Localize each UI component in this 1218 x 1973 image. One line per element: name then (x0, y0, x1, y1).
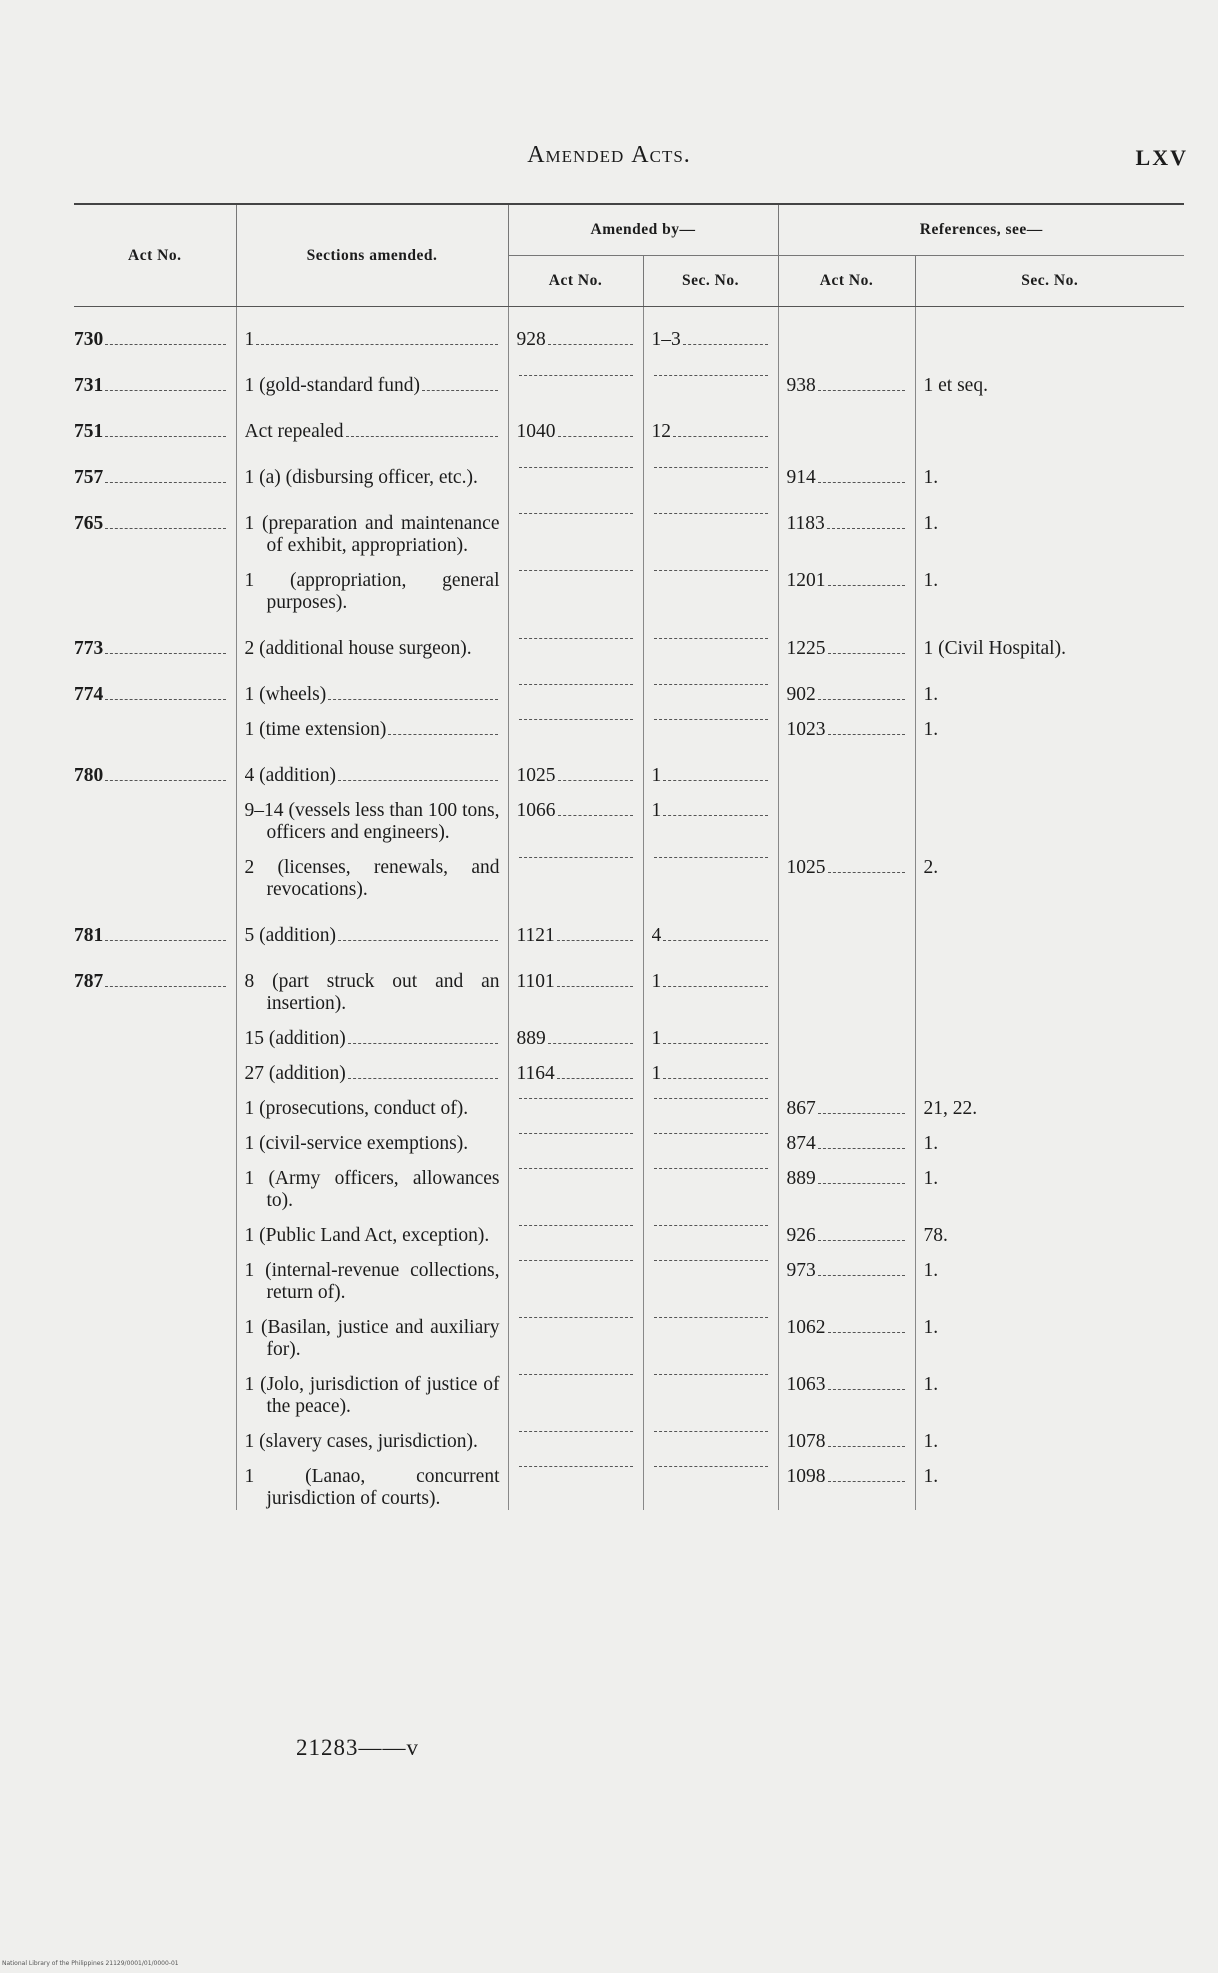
reference-sec (915, 901, 1184, 947)
amended-by-act (508, 660, 643, 706)
reference-act (778, 307, 915, 352)
section-amended-text: 1 (internal-revenue collections, return of). (244, 1260, 500, 1303)
section-amended (236, 614, 508, 660)
act-number-value: 765 (74, 513, 104, 534)
reference-act (778, 1085, 915, 1120)
amended-by-sec-value: 1 (651, 971, 662, 992)
amended-by-act (508, 1453, 643, 1510)
header-sections-amended: Sections amended. (236, 204, 508, 307)
header-references: References, see— (778, 204, 1184, 256)
section-amended (236, 901, 508, 947)
reference-act (778, 706, 915, 741)
reference-sec-value: 1. (923, 1133, 939, 1154)
act-number (74, 397, 236, 443)
reference-sec-value: 1. (923, 1317, 939, 1338)
reference-sec (915, 1015, 1184, 1050)
amended-by-act-value: 1040 (516, 421, 556, 442)
reference-act (778, 1212, 915, 1247)
section-amended-text: 1 (a) (disbursing officer, etc.). (244, 467, 478, 488)
reference-sec-value: 1. (923, 684, 939, 705)
reference-sec (915, 1050, 1184, 1085)
reference-sec (915, 397, 1184, 443)
table-row (74, 1085, 1184, 1120)
table-row (74, 1453, 1184, 1510)
amended-by-sec (643, 1304, 778, 1361)
reference-act-value: 1025 (786, 857, 826, 878)
amended-by-act (508, 1247, 643, 1304)
reference-act (778, 489, 915, 557)
reference-sec (915, 1120, 1184, 1155)
reference-act-value: 1063 (786, 1374, 826, 1395)
table-row (74, 1120, 1184, 1155)
amended-by-act-value: 1025 (516, 765, 556, 786)
amended-by-act-value: 1101 (516, 971, 555, 992)
section-amended-text: 1 (time extension) (244, 719, 387, 740)
amended-by-act (508, 1155, 643, 1212)
reference-act-value: 874 (786, 1133, 816, 1154)
amended-by-sec (643, 741, 778, 787)
section-amended-text: 1 (slavery cases, jurisdiction). (244, 1431, 478, 1452)
amended-by-act (508, 1418, 643, 1453)
table-row (74, 741, 1184, 787)
act-number (74, 1247, 236, 1304)
reference-sec-value: 1. (923, 719, 939, 740)
reference-sec-value: 1. (923, 1374, 939, 1395)
reference-act (778, 1418, 915, 1453)
table-row (74, 614, 1184, 660)
section-amended (236, 1120, 508, 1155)
reference-act-value: 938 (786, 375, 816, 396)
section-amended (236, 557, 508, 614)
table-row (74, 1361, 1184, 1418)
page-number: LXV (1135, 145, 1188, 170)
reference-sec (915, 1304, 1184, 1361)
reference-act-value: 926 (786, 1225, 816, 1246)
section-amended (236, 1304, 508, 1361)
amended-by-act-value: 1164 (516, 1063, 555, 1084)
act-number-value: 773 (74, 638, 104, 659)
amended-by-sec (643, 307, 778, 352)
table-row (74, 1418, 1184, 1453)
header-amended-sec-no: Sec. No. (643, 256, 778, 307)
section-amended-text: 1 (appropriation, general purposes). (244, 570, 500, 613)
act-number (74, 1361, 236, 1418)
table-row (74, 787, 1184, 844)
section-amended (236, 1050, 508, 1085)
amended-by-act (508, 1120, 643, 1155)
reference-act (778, 1015, 915, 1050)
act-number (74, 1155, 236, 1212)
reference-act (778, 1304, 915, 1361)
section-amended-text: 1 (244, 329, 255, 350)
amended-by-act-value: 889 (516, 1028, 546, 1049)
act-number (74, 1085, 236, 1120)
act-number-value: 787 (74, 971, 104, 992)
section-amended-text: 4 (addition) (244, 765, 337, 786)
amended-by-act (508, 844, 643, 901)
amended-by-sec-value: 1 (651, 1028, 662, 1049)
act-number (74, 1015, 236, 1050)
act-number (74, 706, 236, 741)
amended-by-sec-value: 1 (651, 765, 662, 786)
reference-act-value: 1183 (786, 513, 825, 534)
table-row (74, 1015, 1184, 1050)
section-amended-text: 9–14 (vessels less than 100 tons, officers and engineers). (244, 800, 500, 843)
amended-acts-table (74, 203, 1184, 1510)
reference-sec (915, 1418, 1184, 1453)
amended-by-sec (643, 787, 778, 844)
act-number-value: 730 (74, 329, 104, 350)
reference-sec (915, 557, 1184, 614)
amended-by-act (508, 1050, 643, 1085)
amended-by-act-value: 1066 (516, 800, 556, 821)
act-number (74, 1453, 236, 1510)
reference-sec (915, 1155, 1184, 1212)
amended-by-sec (643, 557, 778, 614)
amended-by-sec (643, 1247, 778, 1304)
act-number (74, 351, 236, 397)
act-number (74, 1050, 236, 1085)
reference-act (778, 660, 915, 706)
reference-act-value: 889 (786, 1168, 816, 1189)
amended-by-sec (643, 443, 778, 489)
amended-by-sec (643, 397, 778, 443)
reference-act (778, 844, 915, 901)
page-heading: Amended Acts. (527, 142, 691, 168)
act-number (74, 557, 236, 614)
amended-by-act (508, 307, 643, 352)
section-amended (236, 307, 508, 352)
amended-by-act (508, 1212, 643, 1247)
section-amended (236, 1418, 508, 1453)
reference-sec (915, 706, 1184, 741)
table-row (74, 1155, 1184, 1212)
amended-by-sec (643, 1418, 778, 1453)
section-amended-text: 1 (Basilan, justice and auxiliary for). (244, 1317, 500, 1360)
table-row (74, 397, 1184, 443)
table-row (74, 1247, 1184, 1304)
reference-act (778, 787, 915, 844)
amended-by-sec (643, 1453, 778, 1510)
reference-sec-value: 78. (923, 1225, 948, 1246)
reference-sec (915, 741, 1184, 787)
reference-act (778, 557, 915, 614)
act-number (74, 614, 236, 660)
amended-by-sec-value: 1 (651, 800, 662, 821)
reference-sec (915, 1361, 1184, 1418)
reference-act (778, 614, 915, 660)
section-amended (236, 741, 508, 787)
table-row (74, 901, 1184, 947)
act-number (74, 1418, 236, 1453)
amended-by-act-value: 928 (516, 329, 546, 350)
amended-by-sec-value: 1 (651, 1063, 662, 1084)
section-amended-text: 1 (wheels) (244, 684, 327, 705)
reference-act (778, 351, 915, 397)
act-number (74, 844, 236, 901)
reference-act (778, 901, 915, 947)
reference-sec (915, 307, 1184, 352)
reference-sec (915, 489, 1184, 557)
amended-by-sec-value: 12 (651, 421, 671, 442)
section-amended-text: 1 (Public Land Act, exception). (244, 1225, 490, 1246)
amended-by-sec (643, 614, 778, 660)
section-amended-text: 8 (part struck out and an insertion). (244, 971, 500, 1014)
amended-by-sec (643, 1050, 778, 1085)
act-number (74, 307, 236, 352)
act-number (74, 489, 236, 557)
reference-act-value: 902 (786, 684, 816, 705)
signature-mark: 21283——v (296, 1735, 419, 1760)
section-amended (236, 443, 508, 489)
section-amended-text: 2 (licenses, renewals, and revocations). (244, 857, 500, 900)
section-amended (236, 706, 508, 741)
reference-sec (915, 614, 1184, 660)
reference-act-value: 1023 (786, 719, 826, 740)
amended-by-sec (643, 1015, 778, 1050)
table-row (74, 351, 1184, 397)
act-number (74, 741, 236, 787)
act-number (74, 901, 236, 947)
amended-by-sec (643, 1361, 778, 1418)
reference-sec (915, 1247, 1184, 1304)
reference-act-value: 1078 (786, 1431, 826, 1452)
section-amended-text: 5 (addition) (244, 925, 337, 946)
act-number-value: 731 (74, 375, 104, 396)
section-amended (236, 844, 508, 901)
reference-act-value: 1062 (786, 1317, 826, 1338)
amended-by-sec (643, 489, 778, 557)
section-amended (236, 1015, 508, 1050)
amended-by-act-value: 1121 (516, 925, 555, 946)
act-number-value: 780 (74, 765, 104, 786)
table-row (74, 947, 1184, 1015)
reference-act-value: 1098 (786, 1466, 826, 1487)
act-number-value: 774 (74, 684, 104, 705)
reference-act-value: 1201 (786, 570, 826, 591)
amended-by-sec (643, 1120, 778, 1155)
section-amended-text: 2 (additional house surgeon). (244, 638, 472, 659)
section-amended-text: 1 (civil-service exemptions). (244, 1133, 469, 1154)
amended-by-act (508, 1361, 643, 1418)
reference-act (778, 443, 915, 489)
table-row (74, 557, 1184, 614)
table-row (74, 706, 1184, 741)
act-number (74, 947, 236, 1015)
reference-sec-value: 1 et seq. (923, 375, 988, 396)
reference-sec-value: 1. (923, 570, 939, 591)
amended-by-sec (643, 947, 778, 1015)
amended-by-act (508, 351, 643, 397)
amended-by-act (508, 614, 643, 660)
section-amended (236, 489, 508, 557)
act-number (74, 787, 236, 844)
amended-by-sec (643, 1212, 778, 1247)
amended-by-act (508, 741, 643, 787)
reference-sec-value: 1. (923, 1431, 939, 1452)
section-amended (236, 787, 508, 844)
amended-by-sec (643, 1155, 778, 1212)
amended-by-sec (643, 1085, 778, 1120)
section-amended (236, 660, 508, 706)
amended-by-act (508, 443, 643, 489)
scan-imprint: National Library of the Philippines 21129/0001/01/0000-01 (2, 1960, 179, 1967)
section-amended (236, 1212, 508, 1247)
reference-sec-value: 2. (923, 857, 939, 878)
table-row (74, 844, 1184, 901)
amended-by-sec (643, 844, 778, 901)
table-row (74, 443, 1184, 489)
reference-sec (915, 787, 1184, 844)
reference-act (778, 1120, 915, 1155)
amended-by-act (508, 901, 643, 947)
table-body (74, 307, 1184, 1511)
reference-sec (915, 947, 1184, 1015)
act-number (74, 1212, 236, 1247)
section-amended-text: 27 (addition) (244, 1063, 346, 1084)
section-amended-text: 1 (Lanao, concurrent jurisdiction of courts). (244, 1466, 500, 1509)
reference-sec-value: 1. (923, 513, 939, 534)
section-amended (236, 1361, 508, 1418)
reference-sec-value: 1. (923, 467, 939, 488)
section-amended-text: 15 (addition) (244, 1028, 346, 1049)
table-row (74, 489, 1184, 557)
amended-by-act (508, 397, 643, 443)
section-amended-text: 1 (prosecutions, conduct of). (244, 1098, 469, 1119)
reference-act (778, 1453, 915, 1510)
amended-by-sec (643, 351, 778, 397)
reference-act (778, 741, 915, 787)
amended-by-act (508, 1015, 643, 1050)
table-row (74, 307, 1184, 352)
act-number (74, 443, 236, 489)
section-amended (236, 351, 508, 397)
act-number (74, 660, 236, 706)
act-number (74, 1304, 236, 1361)
reference-act-value: 973 (786, 1260, 816, 1281)
table-row (74, 1050, 1184, 1085)
amended-by-act (508, 557, 643, 614)
section-amended (236, 947, 508, 1015)
act-number-value: 781 (74, 925, 104, 946)
act-number (74, 1120, 236, 1155)
reference-sec-value: 1. (923, 1168, 939, 1189)
header-amended-by: Amended by— (508, 204, 778, 256)
reference-act (778, 1155, 915, 1212)
section-amended-text: 1 (Army officers, allowances to). (244, 1168, 500, 1211)
amended-by-act (508, 1085, 643, 1120)
reference-sec-value: 21, 22. (923, 1098, 978, 1119)
section-amended-text: 1 (gold-standard fund) (244, 375, 420, 396)
amended-by-sec-value: 1–3 (651, 329, 681, 350)
reference-act (778, 397, 915, 443)
act-number-value: 757 (74, 467, 104, 488)
reference-sec-value: 1. (923, 1260, 939, 1281)
table-row (74, 1212, 1184, 1247)
amended-by-act (508, 1304, 643, 1361)
reference-sec (915, 1453, 1184, 1510)
section-amended (236, 1155, 508, 1212)
reference-act-value: 867 (786, 1098, 816, 1119)
amended-by-act (508, 947, 643, 1015)
reference-sec (915, 660, 1184, 706)
section-amended-text: 1 (preparation and maintenance of exhibit, appropriation). (244, 513, 500, 556)
reference-sec-value: 1 (Civil Hospital). (923, 638, 1066, 659)
amended-by-act (508, 489, 643, 557)
table-row (74, 660, 1184, 706)
act-number-value: 751 (74, 421, 104, 442)
reference-act (778, 1050, 915, 1085)
section-amended (236, 1453, 508, 1510)
section-amended-text: Act repealed (244, 421, 344, 442)
table-header (74, 204, 1184, 307)
amended-by-sec (643, 660, 778, 706)
reference-act (778, 1247, 915, 1304)
header-amended-act-no: Act No. (508, 256, 643, 307)
amended-by-act (508, 787, 643, 844)
header-act-no: Act No. (74, 204, 236, 307)
reference-sec (915, 1085, 1184, 1120)
reference-sec (915, 1212, 1184, 1247)
reference-sec-value: 1. (923, 1466, 939, 1487)
reference-sec (915, 844, 1184, 901)
reference-act-value: 1225 (786, 638, 826, 659)
reference-sec (915, 351, 1184, 397)
reference-sec (915, 443, 1184, 489)
section-amended (236, 397, 508, 443)
reference-act (778, 1361, 915, 1418)
amended-by-sec-value: 4 (651, 925, 662, 946)
header-ref-act-no: Act No. (778, 256, 915, 307)
section-amended-text: 1 (Jolo, jurisdiction of justice of the peace). (244, 1374, 500, 1417)
amended-by-act (508, 706, 643, 741)
header-ref-sec-no: Sec. No. (915, 256, 1184, 307)
section-amended (236, 1247, 508, 1304)
reference-act-value: 914 (786, 467, 816, 488)
amended-by-sec (643, 901, 778, 947)
section-amended (236, 1085, 508, 1120)
table-row (74, 1304, 1184, 1361)
amended-by-sec (643, 706, 778, 741)
reference-act (778, 947, 915, 1015)
